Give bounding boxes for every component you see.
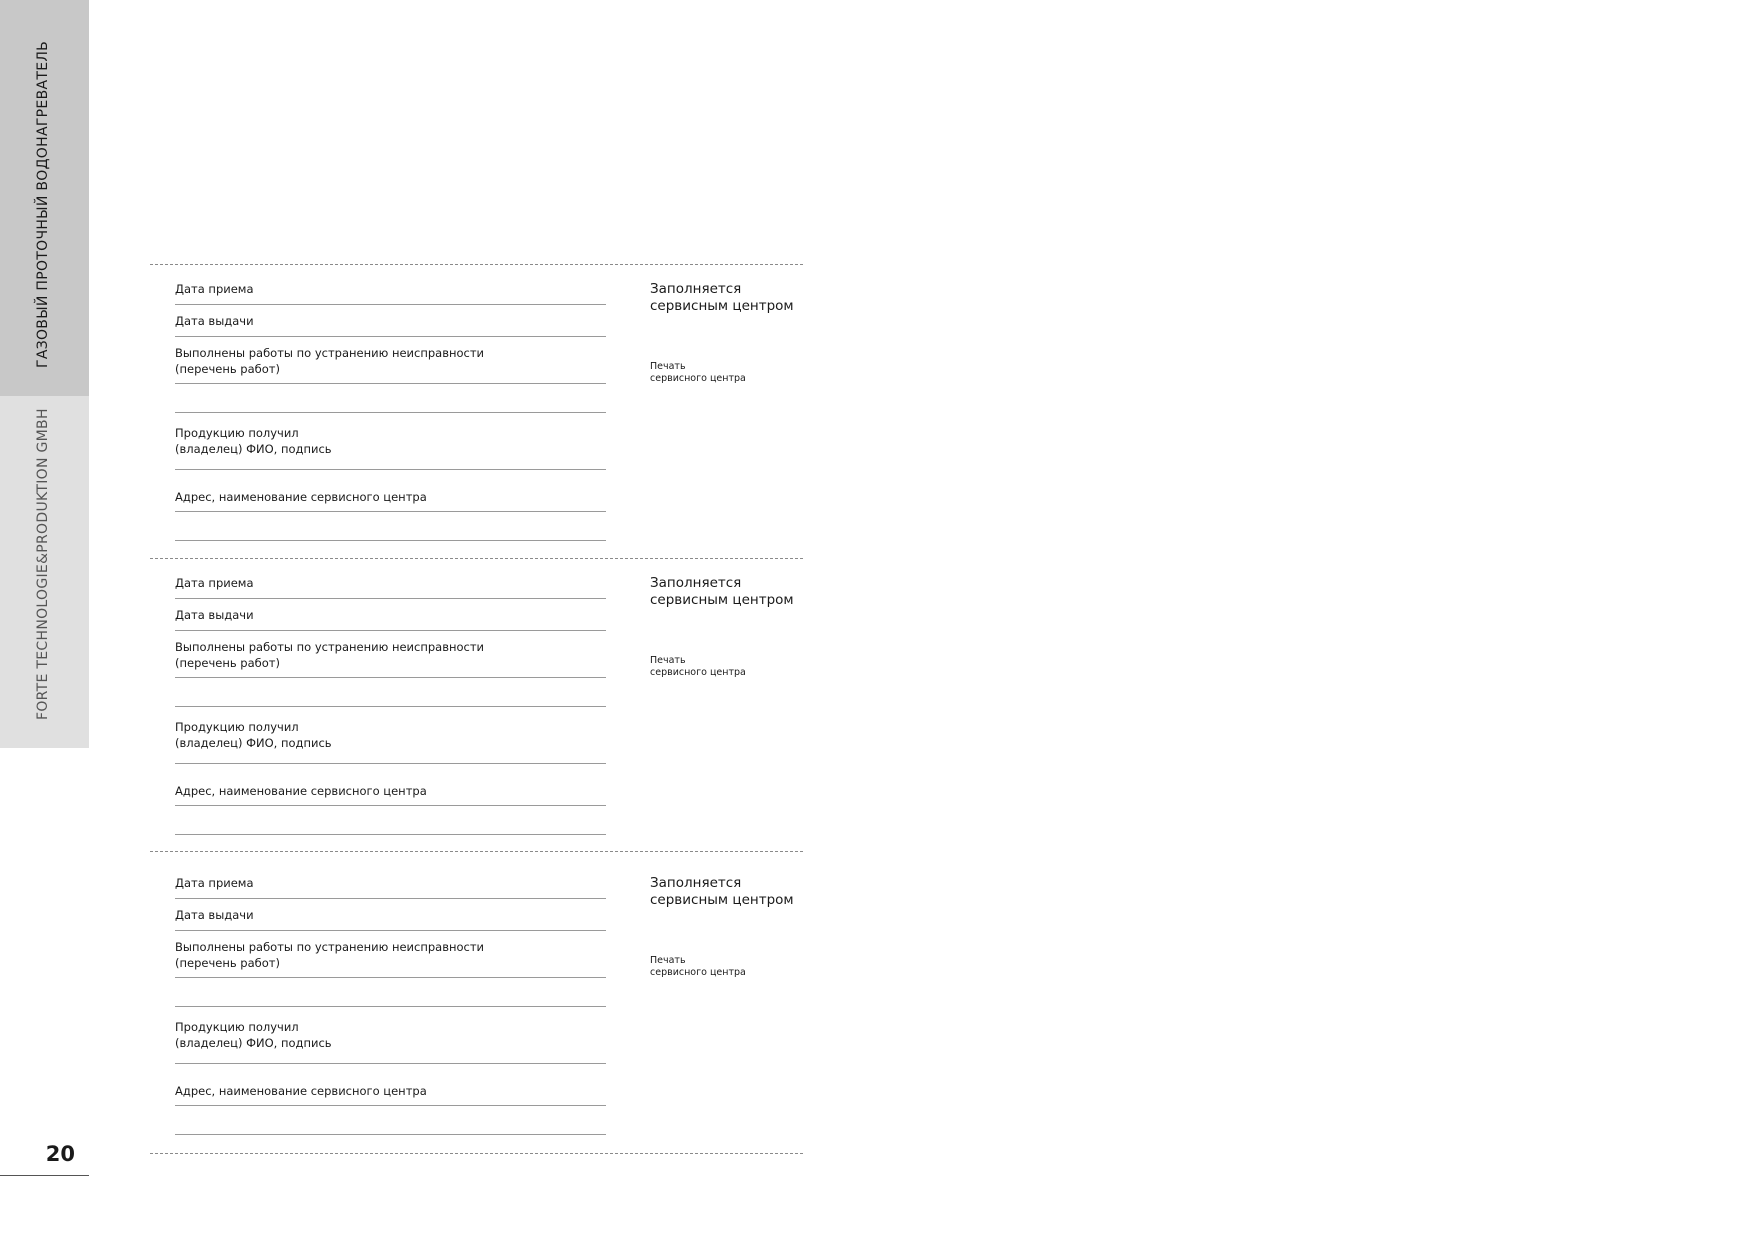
address-field-2[interactable] [175, 540, 606, 541]
date-issued-field[interactable] [175, 930, 606, 931]
stamp-label: Печать [650, 955, 686, 966]
received-by-label: Продукцию получил [175, 426, 299, 440]
cut-line [150, 558, 803, 559]
filled-by-label: Заполняется [650, 281, 742, 297]
work-done-field-2[interactable] [175, 1006, 606, 1007]
sidebar-title: ГАЗОВЫЙ ПРОТОЧНЫЙ ВОДОНАГРЕВАТЕЛЬ [35, 40, 51, 368]
date-received-label: Дата приема [175, 876, 254, 890]
work-done-label: Выполнены работы по устранению неисправности [175, 346, 485, 360]
address-field[interactable] [175, 1105, 606, 1106]
work-done-field[interactable] [175, 677, 606, 678]
page-number: 20 [45, 1142, 75, 1166]
work-done-field-2[interactable] [175, 706, 606, 707]
sidebar-brand: FORTE TECHNOLOGIE&PRODUKTION GMBH [35, 408, 51, 720]
stamp-label: Печать [650, 655, 686, 666]
cut-line [150, 264, 803, 265]
work-list-label: (перечень работ) [175, 656, 280, 670]
address-field[interactable] [175, 511, 606, 512]
date-issued-label: Дата выдачи [175, 608, 254, 622]
cut-line [150, 1153, 803, 1154]
owner-signature-label: (владелец) ФИО, подпись [175, 736, 332, 750]
work-done-label: Выполнены работы по устранению неисправности [175, 640, 485, 654]
filled-by-label-2: сервисным центром [650, 298, 794, 314]
date-issued-label: Дата выдачи [175, 908, 254, 922]
owner-signature-label: (владелец) ФИО, подпись [175, 442, 332, 456]
owner-signature-label: (владелец) ФИО, подпись [175, 1036, 332, 1050]
work-list-label: (перечень работ) [175, 956, 280, 970]
address-label: Адрес, наименование сервисного центра [175, 490, 427, 504]
received-by-label: Продукцию получил [175, 720, 299, 734]
date-issued-field[interactable] [175, 630, 606, 631]
date-received-field[interactable] [175, 898, 606, 899]
address-field-2[interactable] [175, 834, 606, 835]
address-field-2[interactable] [175, 1134, 606, 1135]
filled-by-label: Заполняется [650, 575, 742, 591]
date-issued-label: Дата выдачи [175, 314, 254, 328]
date-received-field[interactable] [175, 304, 606, 305]
received-by-field[interactable] [175, 763, 606, 764]
work-done-label: Выполнены работы по устранению неисправности [175, 940, 485, 954]
stamp-label-2: сервисного центра [650, 373, 746, 384]
filled-by-label-2: сервисным центром [650, 892, 794, 908]
date-received-label: Дата приема [175, 282, 254, 296]
page-number-rule [0, 1175, 89, 1176]
work-done-field[interactable] [175, 977, 606, 978]
date-received-label: Дата приема [175, 576, 254, 590]
received-by-field[interactable] [175, 469, 606, 470]
address-field[interactable] [175, 805, 606, 806]
received-by-field[interactable] [175, 1063, 606, 1064]
date-issued-field[interactable] [175, 336, 606, 337]
address-label: Адрес, наименование сервисного центра [175, 1084, 427, 1098]
address-label: Адрес, наименование сервисного центра [175, 784, 427, 798]
work-list-label: (перечень работ) [175, 362, 280, 376]
received-by-label: Продукцию получил [175, 1020, 299, 1034]
date-received-field[interactable] [175, 598, 606, 599]
stamp-label-2: сервисного центра [650, 967, 746, 978]
filled-by-label: Заполняется [650, 875, 742, 891]
stamp-label-2: сервисного центра [650, 667, 746, 678]
cut-line [150, 851, 803, 852]
work-done-field[interactable] [175, 383, 606, 384]
stamp-label: Печать [650, 361, 686, 372]
work-done-field-2[interactable] [175, 412, 606, 413]
filled-by-label-2: сервисным центром [650, 592, 794, 608]
